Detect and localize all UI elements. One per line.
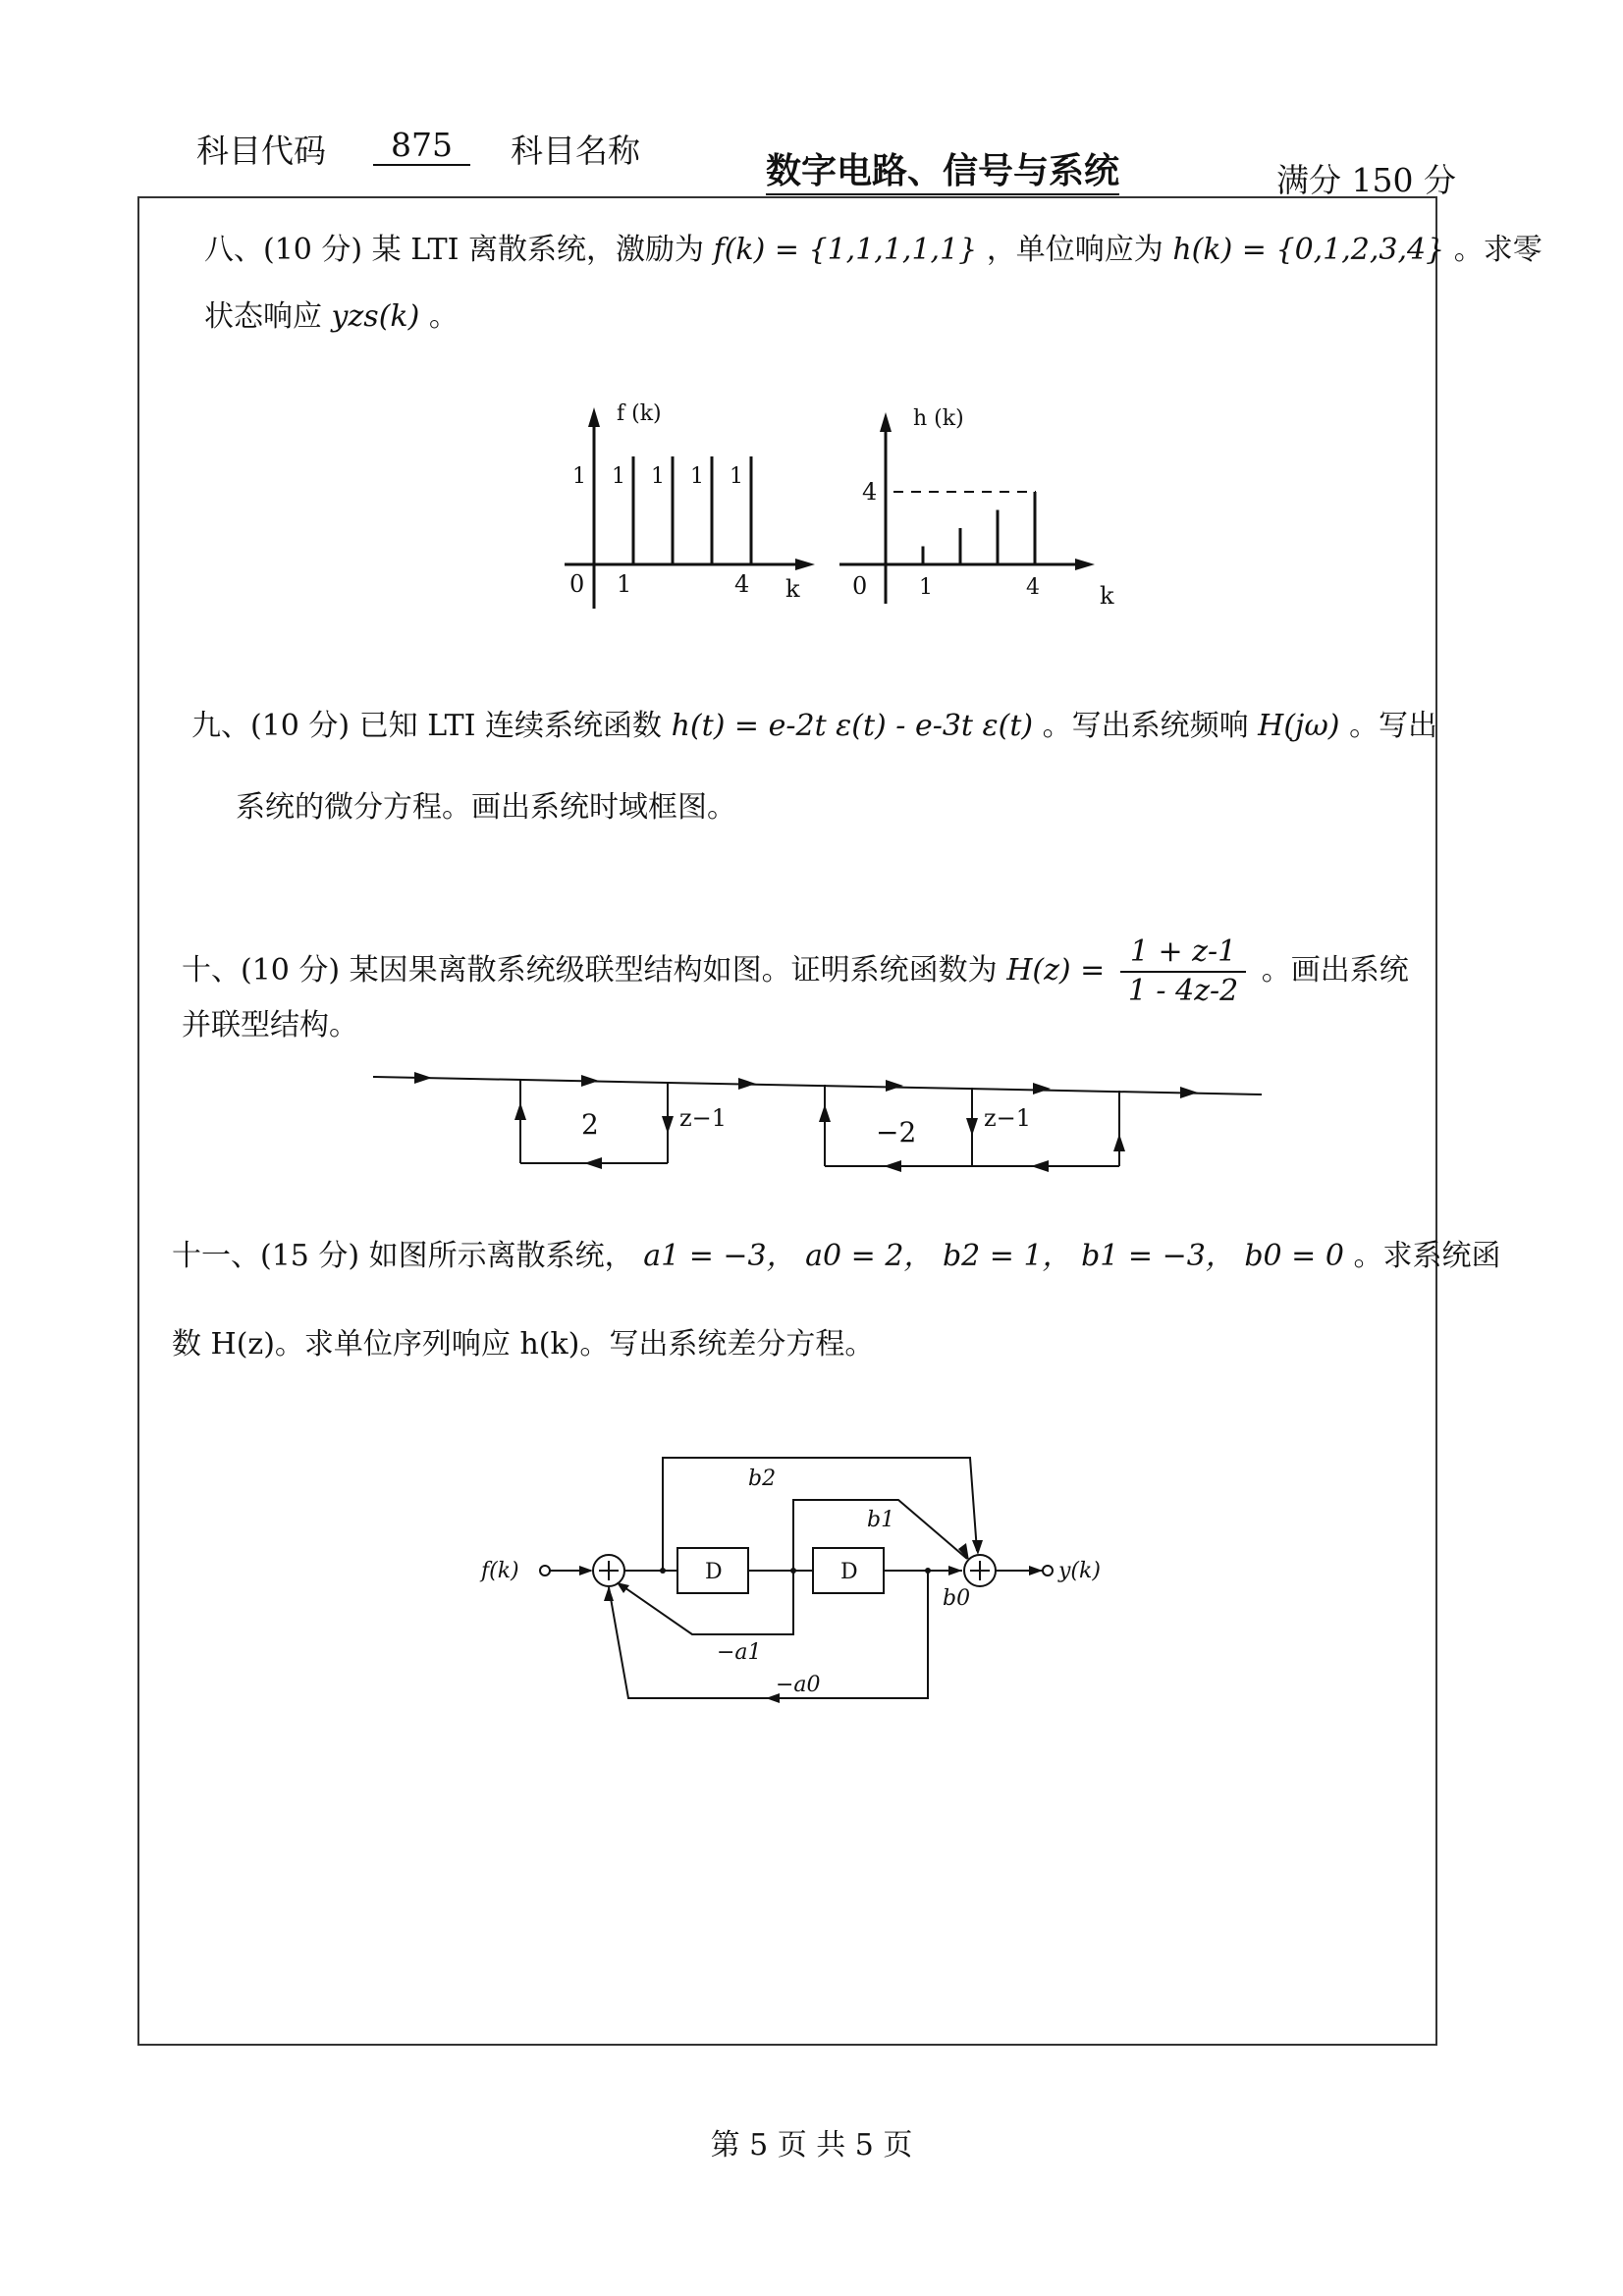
h-k-y-tick: 4 bbox=[862, 478, 878, 506]
q8-line2: 状态响应 yzs(k) 。 bbox=[204, 299, 459, 334]
q10-line1: 十、(10 分) 某因果离散系统级联型结构如图。证明系统函数为 H(z) = $\frac{1 + z-1}{1 - 4z-2}$ 。画出系统 bbox=[182, 934, 1409, 1008]
q8-h-sequence: h(k) = {0,1,2,3,4} bbox=[1172, 233, 1445, 267]
diagram-output-label: y(k) bbox=[1058, 1559, 1101, 1583]
f-stems-value-label-1: 1 bbox=[612, 464, 625, 489]
q11-line2: 数 H(z)。求单位序列响应 h(k)。写出系统差分方程。 bbox=[172, 1327, 875, 1362]
f-stems-value-label-4: 1 bbox=[730, 464, 743, 489]
q9-H-jw: H(jω) bbox=[1258, 709, 1340, 743]
f-stems-value-label-0: 1 bbox=[572, 464, 586, 489]
cascade-gain-1: 2 bbox=[581, 1108, 599, 1141]
subject-name-label: 科目名称 bbox=[511, 132, 640, 170]
page-footer: 第 5 页 共 5 页 bbox=[710, 2128, 913, 2163]
delay-2-label: D bbox=[840, 1560, 858, 1584]
cascade-gain-2: −2 bbox=[876, 1116, 917, 1148]
coef-neg-a1: −a1 bbox=[717, 1640, 762, 1665]
q8-yzs: yzs(k) bbox=[331, 299, 420, 334]
q10-line2: 并联型结构。 bbox=[182, 1008, 358, 1042]
q11-params: a1 = −3， a0 = 2， b2 = 1， b1 = −3， b0 = 0 bbox=[643, 1239, 1344, 1273]
q11-line1: 十一、(15 分) 如图所示离散系统， a1 = −3， a0 = 2， b2 = 1， b1 = −3， b0 = 0 。求系统函 bbox=[172, 1239, 1501, 1273]
coef-b0: b0 bbox=[943, 1586, 971, 1611]
q8-f-sequence: f(k) = {1,1,1,1,1} bbox=[713, 233, 978, 267]
h-k-tick-4: 4 bbox=[1026, 575, 1040, 600]
q9-line2: 系统的微分方程。画出系统时域框图。 bbox=[236, 790, 736, 825]
figure-f-k bbox=[550, 393, 844, 618]
cascade-diagram bbox=[373, 1065, 1276, 1183]
coef-b1: b1 bbox=[867, 1508, 895, 1532]
coef-b2: b2 bbox=[748, 1467, 777, 1491]
subject-code-value: 875 bbox=[373, 126, 470, 164]
figure-h-k bbox=[835, 398, 1129, 623]
full-score: 满分 150 分 bbox=[1276, 161, 1456, 199]
delay-1-label: D bbox=[705, 1560, 723, 1584]
f-k-tick-4: 4 bbox=[734, 570, 750, 598]
h-k-tick-1: 1 bbox=[919, 575, 933, 600]
f-k-title: f (k) bbox=[617, 401, 662, 426]
q9-line1: 九、(10 分) 已知 LTI 连续系统函数 h(t) = e-2t ε(t) - e-3t ε(t) 。写出系统频响 H(jω) 。写出 bbox=[191, 709, 1438, 743]
cascade-delay-1: z−1 bbox=[679, 1104, 728, 1132]
h-k-origin: 0 bbox=[852, 572, 868, 600]
q10-denominator: 1 - 4z-2 bbox=[1127, 974, 1239, 1008]
q10-H-lhs: H(z) = bbox=[1006, 953, 1106, 988]
diagram-input-label: f(k) bbox=[481, 1559, 519, 1583]
f-stems-value-label-2: 1 bbox=[651, 464, 665, 489]
h-k-axis-var: k bbox=[1100, 582, 1114, 610]
subject-code-label: 科目代码 bbox=[196, 132, 326, 170]
subject-title: 数字电路、信号与系统 bbox=[766, 143, 1119, 195]
coef-neg-a0: −a0 bbox=[776, 1673, 821, 1697]
h-k-title: h (k) bbox=[913, 406, 964, 431]
direct-form-diagram bbox=[481, 1438, 1149, 1723]
q8-line1: 八、(10 分) 某 LTI 离散系统，激励为 f(k) = {1,1,1,1,1} ，单位响应为 h(k) = {0,1,2,3,4} 。求零 bbox=[204, 233, 1542, 267]
f-k-axis-var: k bbox=[785, 575, 800, 603]
f-k-origin: 0 bbox=[569, 570, 585, 598]
f-k-tick-1: 1 bbox=[617, 570, 632, 598]
q10-numerator: 1 + z-1 bbox=[1120, 937, 1246, 973]
cascade-delay-2: z−1 bbox=[984, 1104, 1032, 1132]
q10-fraction bbox=[1120, 934, 1246, 1008]
f-stems-value-label-3: 1 bbox=[690, 464, 704, 489]
q9-formula: h(t) = e-2t ε(t) - e-3t ε(t) bbox=[671, 709, 1034, 743]
